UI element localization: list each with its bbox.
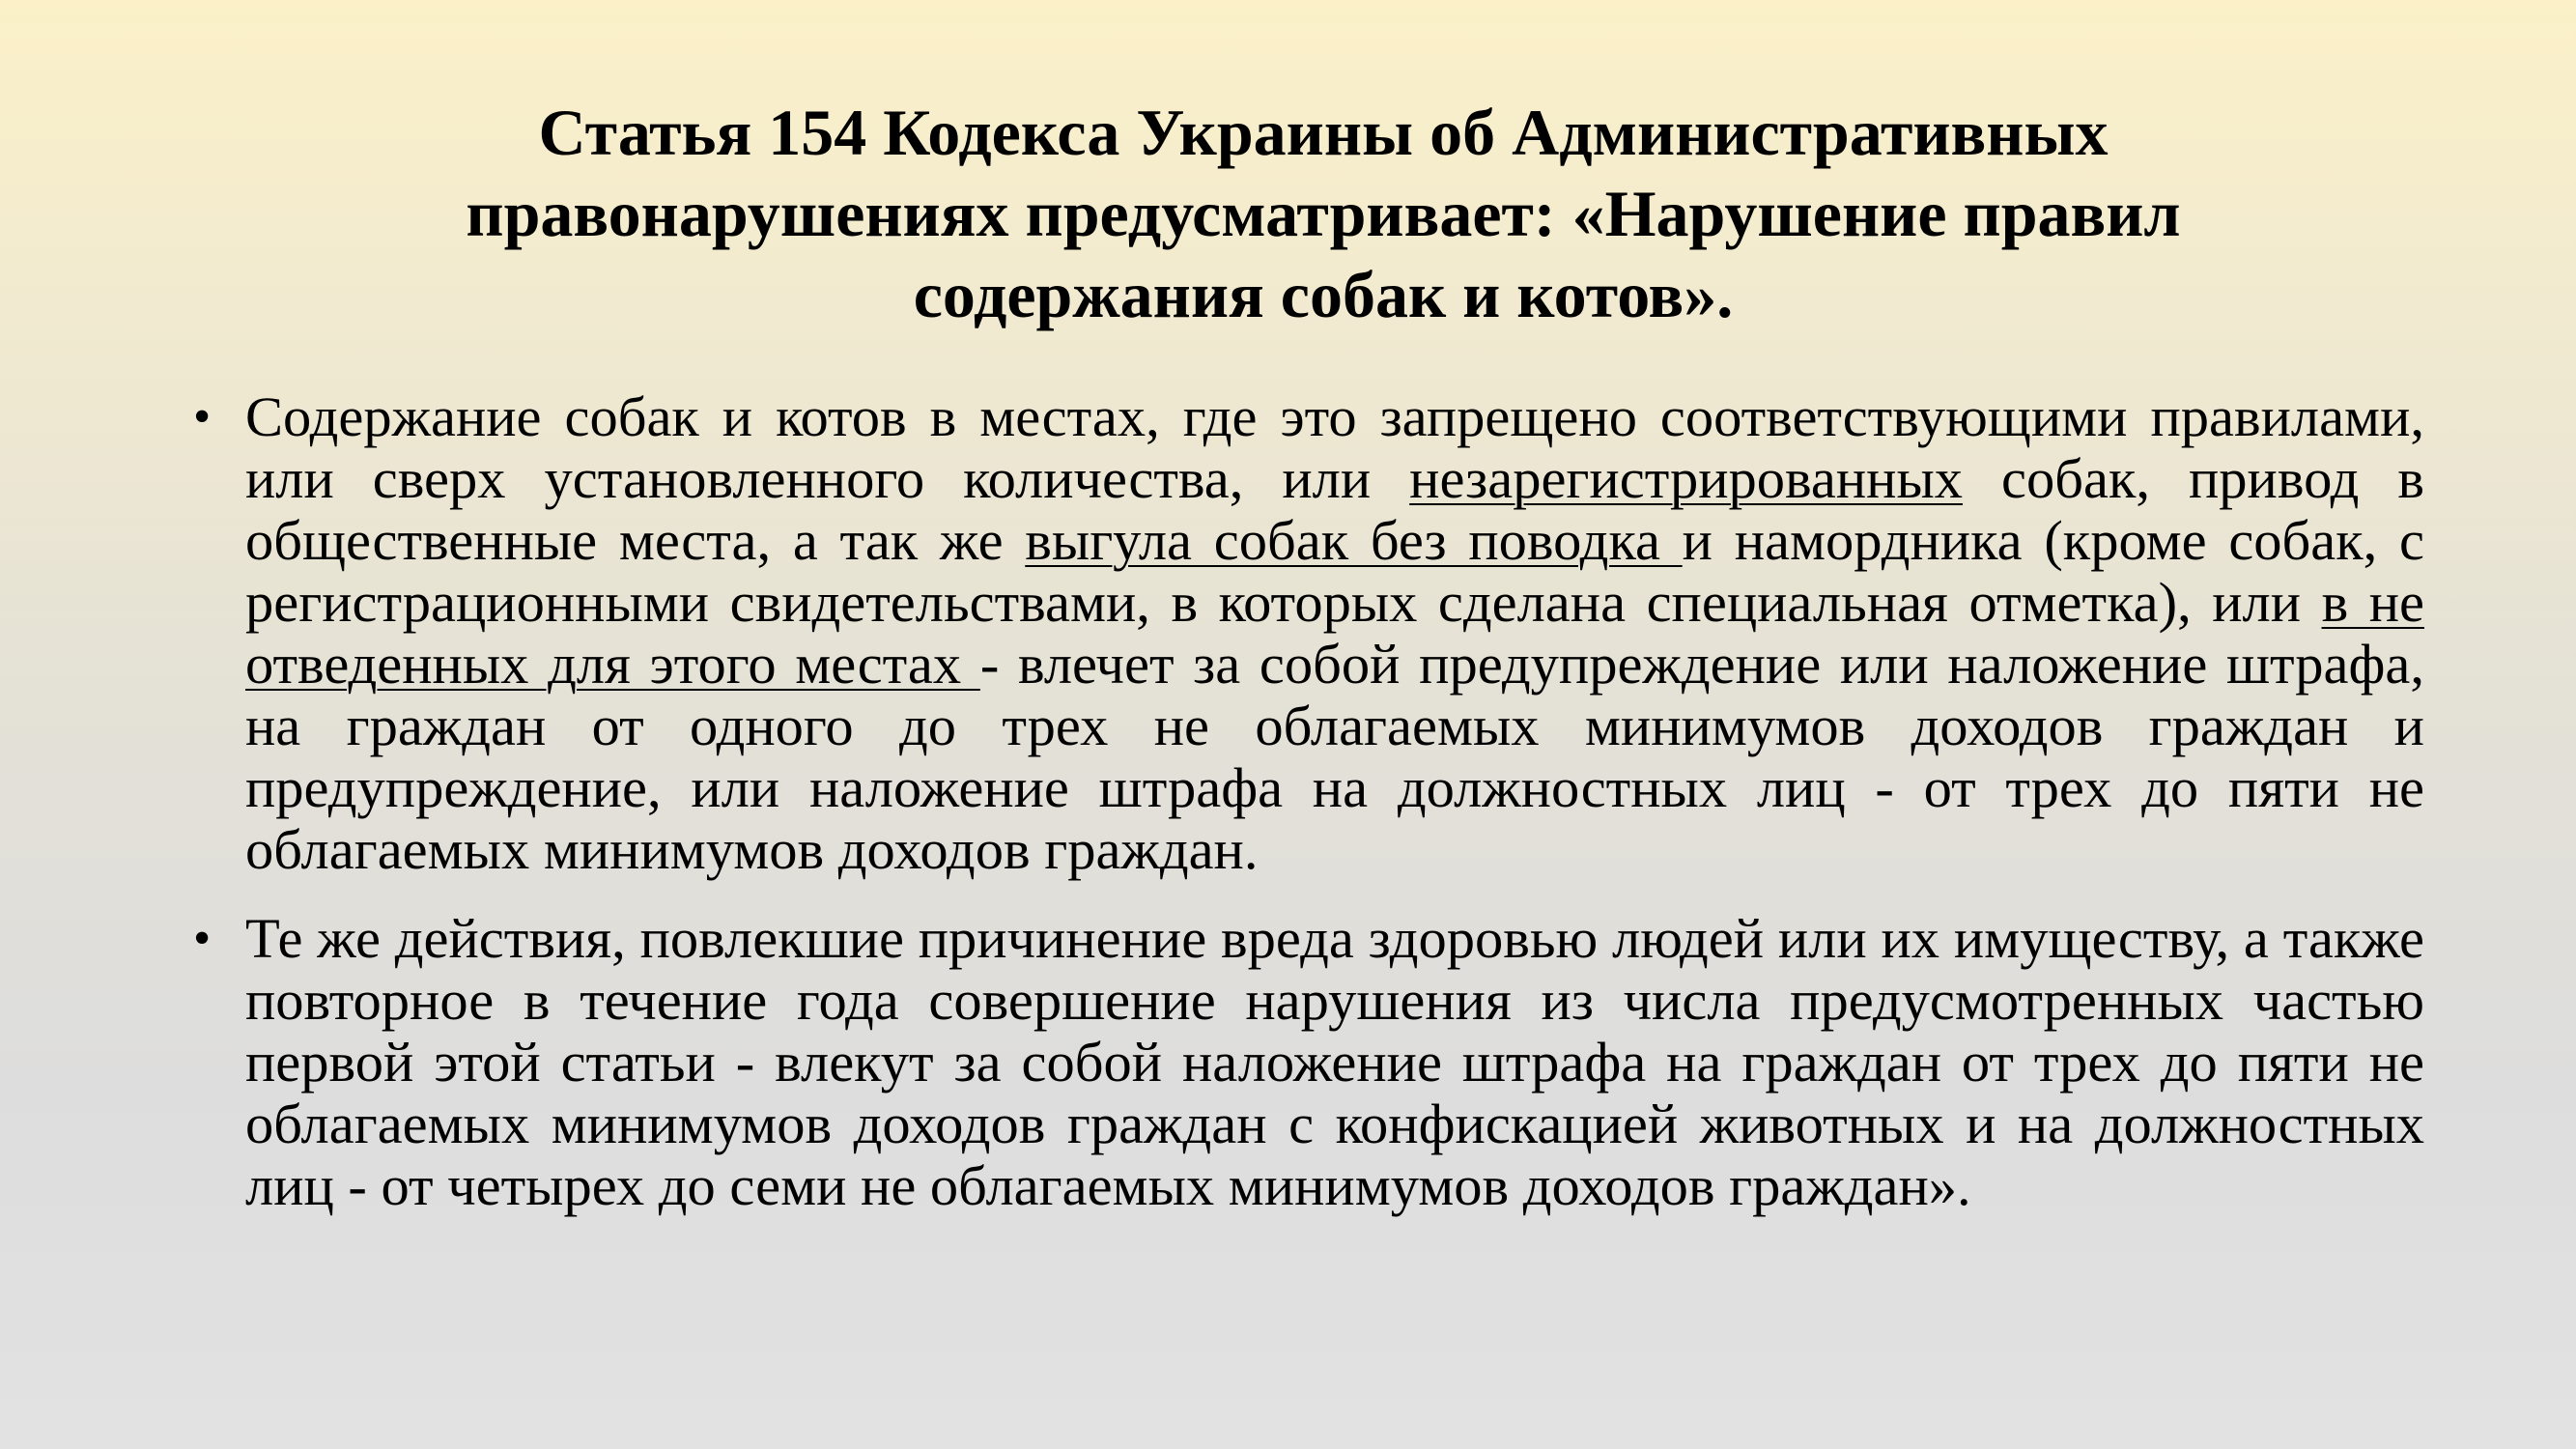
bullet-marker: • [193,389,212,444]
bullet-item-2 [184,908,2424,1217]
bullet-1-text-part-1: Содержание собак и котов в местах, где это запрещено соответствующими правилами, или сверх установленного количества, или [245,385,2424,510]
underlined-phrase-walking-without-leash: выгула собак без поводка [1025,509,1683,572]
bullet-marker: • [193,911,212,966]
bullet-item-1 [184,386,2424,881]
slide-title: Статья 154 Кодекса Украины об Административных правонарушениях предусматривает: «Нарушение правил содержания собак и котов». [466,96,2181,331]
underlined-phrase-unregistered: незарегистрированных [1409,447,1964,510]
bullet-1-text-part-2: собак, привод в общественные места, а так же [245,447,2424,572]
underlined-phrase-unassigned-places: в не отведенных для этого местах [245,571,2424,696]
bullet-1-text-part-4: - влечет за собой предупреждение или наложение штрафа, на граждан от одного до трех не облагаемых минимумов доходов граждан и предупреждение, или наложение штрафа на должностных лиц - от трех до пяти не облагаемых минимумов доходов граждан. [245,633,2424,881]
bullet-list [184,386,2424,1217]
bullet-2-text: Те же действия, повлекшие причинение вреда здоровью людей или их имуществу, а также повторное в течение года совершение нарушения из числа предусмотренных частью первой этой статьи - влекут за собой наложение штрафа на граждан от трех до пяти не облагаемых минимумов доходов граждан с конфискацией животных и на должностных лиц - от четырех до семи не облагаемых минимумов доходов граждан». [245,907,2424,1217]
bullet-1-text-part-3: и намордника (кроме собак, с регистрационными свидетельствами, в которых сделана специальная отметка), или [245,509,2424,634]
